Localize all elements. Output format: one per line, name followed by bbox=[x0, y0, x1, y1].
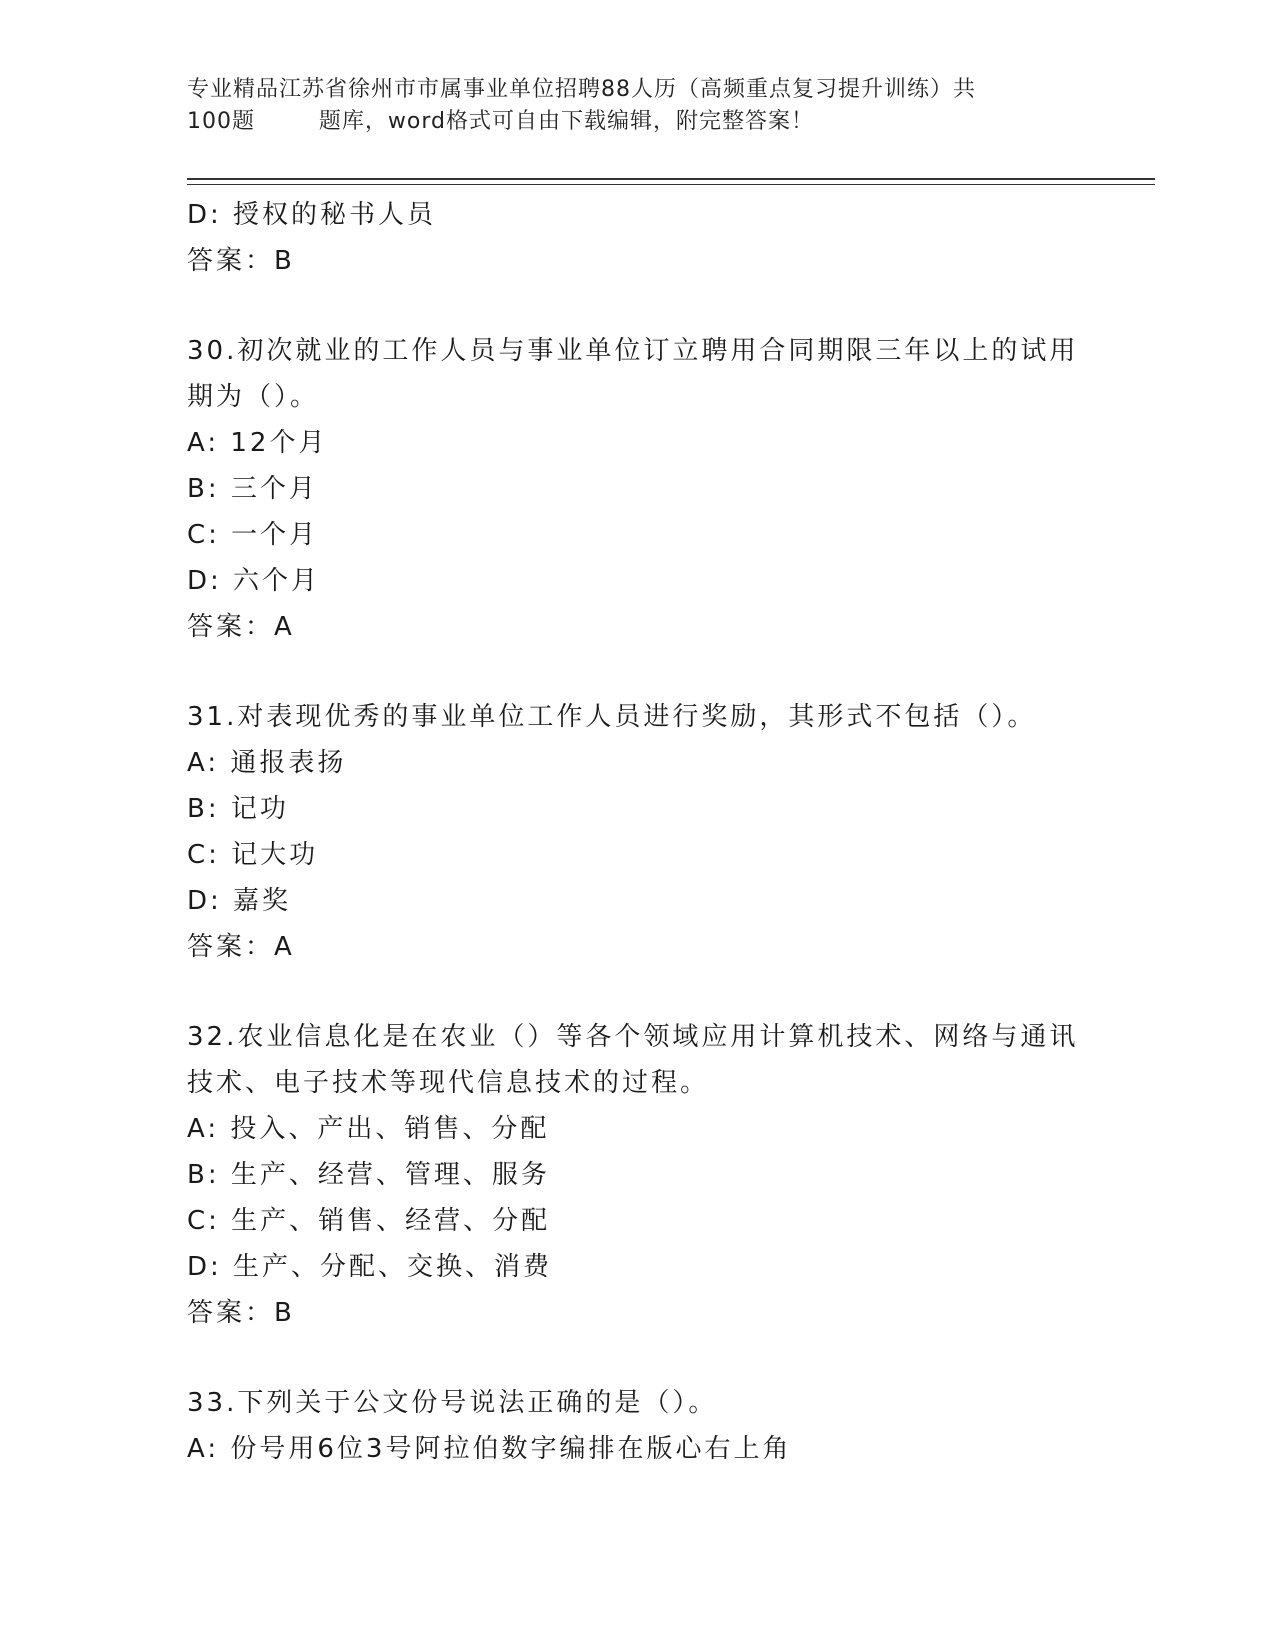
question-31 bbox=[187, 694, 1087, 970]
question-30-option-d: D: 六个月 bbox=[187, 566, 321, 596]
question-30 bbox=[187, 328, 1087, 650]
question-32-text-line1: 32.农业信息化是在农业（）等各个领域应用计算机技术、网络与通讯 bbox=[187, 1022, 1079, 1052]
question-30-option-c: C: 一个月 bbox=[187, 520, 319, 550]
question-30-text-line1: 30.初次就业的工作人员与事业单位订立聘用合同期限三年以上的试用 bbox=[187, 336, 1079, 366]
question-31-text-line1: 31.对表现优秀的事业单位工作人员进行奖励，其形式不包括（）。 bbox=[187, 702, 1037, 732]
page-header bbox=[187, 74, 1087, 138]
question-32-answer: 答案：B bbox=[187, 1298, 295, 1328]
question-31-option-c: C: 记大功 bbox=[187, 840, 319, 870]
header-divider-thin bbox=[187, 184, 1155, 185]
question-32 bbox=[187, 1014, 1087, 1336]
question-31-answer: 答案：A bbox=[187, 932, 295, 962]
question-33-text-line1: 33.下列关于公文份号说法正确的是（）。 bbox=[187, 1388, 718, 1418]
question-30-text-line2: 期为（）。 bbox=[187, 382, 320, 412]
prev-option-d: D: 授权的秘书人员 bbox=[187, 200, 437, 230]
question-32-option-a: A: 投入、产出、销售、分配 bbox=[187, 1114, 550, 1144]
question-32-text-line2: 技术、电子技术等现代信息技术的过程。 bbox=[187, 1068, 710, 1098]
header-title-line2: 100题 题库，word格式可自由下载编辑，附完整答案！ bbox=[187, 109, 815, 134]
question-30-option-a: A: 12个月 bbox=[187, 428, 328, 458]
question-list bbox=[187, 192, 1087, 1472]
question-30-option-b: B: 三个月 bbox=[187, 474, 318, 504]
question-31-option-b: B: 记功 bbox=[187, 794, 289, 824]
question-31-option-d: D: 嘉奖 bbox=[187, 886, 292, 916]
question-30-answer: 答案：A bbox=[187, 612, 295, 642]
question-33 bbox=[187, 1380, 1087, 1472]
prev-answer: 答案：B bbox=[187, 246, 295, 276]
question-32-option-b: B: 生产、经营、管理、服务 bbox=[187, 1160, 550, 1190]
question-32-option-d: D: 生产、分配、交换、消费 bbox=[187, 1252, 553, 1282]
question-32-option-c: C: 生产、销售、经营、分配 bbox=[187, 1206, 551, 1236]
header-divider bbox=[187, 178, 1155, 180]
question-33-option-a: A: 份号用6位3号阿拉伯数字编排在版心右上角 bbox=[187, 1434, 792, 1464]
question-31-option-a: A: 通报表扬 bbox=[187, 748, 347, 778]
header-title-line1: 专业精品江苏省徐州市市属事业单位招聘88人历（高频重点复习提升训练）共 bbox=[187, 77, 976, 102]
